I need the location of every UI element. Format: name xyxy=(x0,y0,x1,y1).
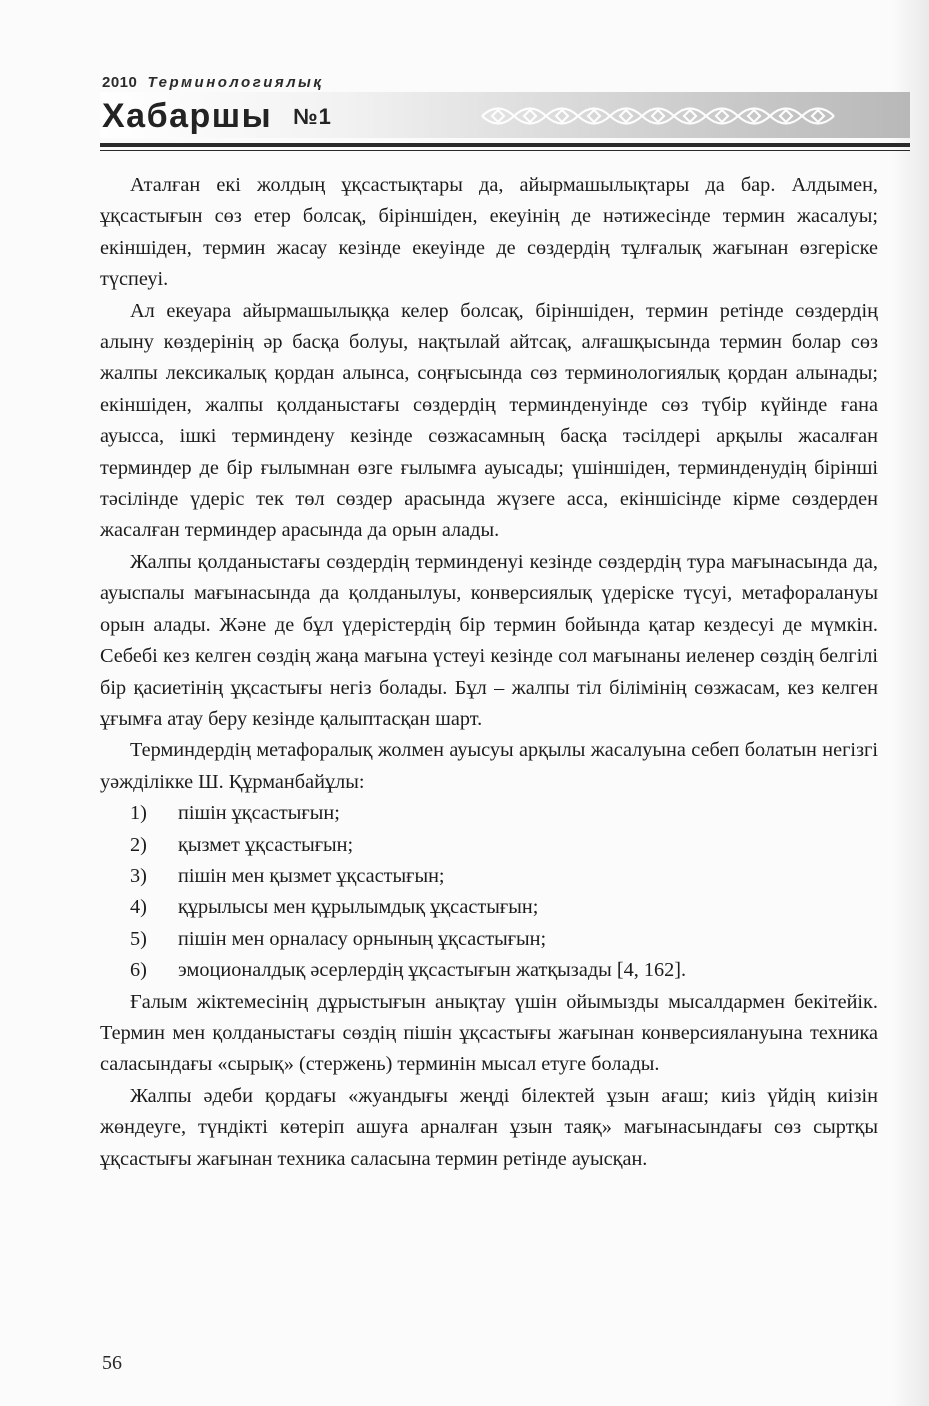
journal-year: 2010 xyxy=(102,74,138,91)
list-item-number: 6) xyxy=(130,959,147,982)
journal-issue: №1 xyxy=(293,104,332,129)
list-item xyxy=(100,955,878,986)
page-number: 56 xyxy=(102,1352,122,1374)
paragraph: Жалпы әдеби қордағы «жуандығы жеңді білектей ұзын ағаш; киіз үйдің киізін жөндеуге, түндікті көтеріп ашуға арналған ұзын таяқ» мағынасындағы сөз сыртқы ұқсастығы жағынан техника саласына термин ретінде ауысқан. xyxy=(100,1084,878,1170)
list-item-text: пішін ұқсастығын; xyxy=(178,802,340,825)
list-item-text: пішін мен қызмет ұқсастығын; xyxy=(178,864,445,887)
list-item-text: пішін мен орналасу орнының ұқсастығын; xyxy=(178,927,547,950)
motivation-list xyxy=(100,798,878,986)
paragraph: Ғалым жіктемесінің дұрыстығын анықтау үшін ойымызды мысалдармен бекітейік. Термин мен қолданыстағы сөздің пішін ұқсастығы жағынан конверсиялануына техника саласындағы «сырық» (стержень) терминін мысал етуге болады. xyxy=(100,990,878,1076)
list-item-text: құрылысы мен құрылымдық ұқсастығын; xyxy=(178,896,539,919)
journal-header-top xyxy=(102,74,323,91)
article-body xyxy=(100,170,878,1175)
list-item-text: эмоционалдық әсерлердің ұқсастығын жатқызады [4, 162]. xyxy=(178,959,687,982)
journal-name-line2: Хабаршы xyxy=(102,97,273,135)
list-item-number: 2) xyxy=(130,833,147,856)
paragraph: Терминдердің метафоралық жолмен ауысуы арқылы жасалуына себеп болатын негізгі уәжділікке Ш. Құрманбайұлы: xyxy=(100,739,878,793)
list-item xyxy=(100,861,878,892)
paragraph: Аталған екі жолдың ұқсастықтары да, айырмашылықтары да бар. Алдымен, ұқсастығын сөз етер болсақ, біріншіден, екеуінің де нәтижесінде термин жасалуы; екіншіден, термин жасау кезінде екеуінде де сөздердің тұлғалық жағынан өзгеріске түспеуі. xyxy=(100,174,878,291)
list-item xyxy=(100,924,878,955)
journal-name-line1: Терминологиялық xyxy=(147,74,324,91)
list-item-number: 1) xyxy=(130,802,147,825)
list-item xyxy=(100,830,878,861)
list-item-number: 3) xyxy=(130,864,147,887)
header-rule-thick xyxy=(100,143,910,147)
journal-title xyxy=(102,94,332,139)
paragraph: Жалпы қолданыстағы сөздердің терминденуі кезінде сөздердің тура мағынасында да, ауыспалы мағынасында да қолданылуы, конверсиялық үдеріске түсуі, метафоралануы орын алады. Және де бұл үдерістердің бір термин бойында қатар кездесуі де мүмкін. Себебі кез келген сөздің жаңа мағына үстеуі кезінде сол мағынаны иеленер сөздің белгілі бір қасиетінің ұқсастығы негіз болады. Бұл – жалпы тіл білімінің сөзжасам, кез келген ұғымға атау беру кезінде қалыптасқан шарт. xyxy=(100,550,878,730)
list-item xyxy=(100,798,878,829)
paragraph: Ал екеуара айырмашылыққа келер болсақ, біріншіден, термин ретінде сөздердің алыну көздерінің әр басқа болуы, нақтылай айтсақ, алғашқысында термин болар сөз жалпы лексикалық қордан алынса, соңғысында сөз терминологиялық қордан алынады; екіншіден, жалпы қолданыстағы сөздердің терминденуінде сөз түбір күйінде ғана ауысса, ішкі терминдену кезінде сөзжасамның басқа тәсілдері арқылы жасалған терминдер де бір ғылымнан өзге ғылымға ауысады; үшіншіден, терминденудің бірінші тәсілінде үдеріс тек төл сөздер арасында жүзеге асса, екіншісінде кірме сөздерден жасалған терминдер арасында да орын алады. xyxy=(100,299,878,542)
header-rule-thin xyxy=(100,150,910,151)
list-item-number: 5) xyxy=(130,927,147,950)
scan-edge-shadow xyxy=(891,0,929,1406)
list-item-number: 4) xyxy=(130,896,147,919)
list-item xyxy=(100,892,878,923)
list-item-text: қызмет ұқсастығын; xyxy=(178,833,354,856)
ornament-pattern-icon xyxy=(478,99,840,133)
